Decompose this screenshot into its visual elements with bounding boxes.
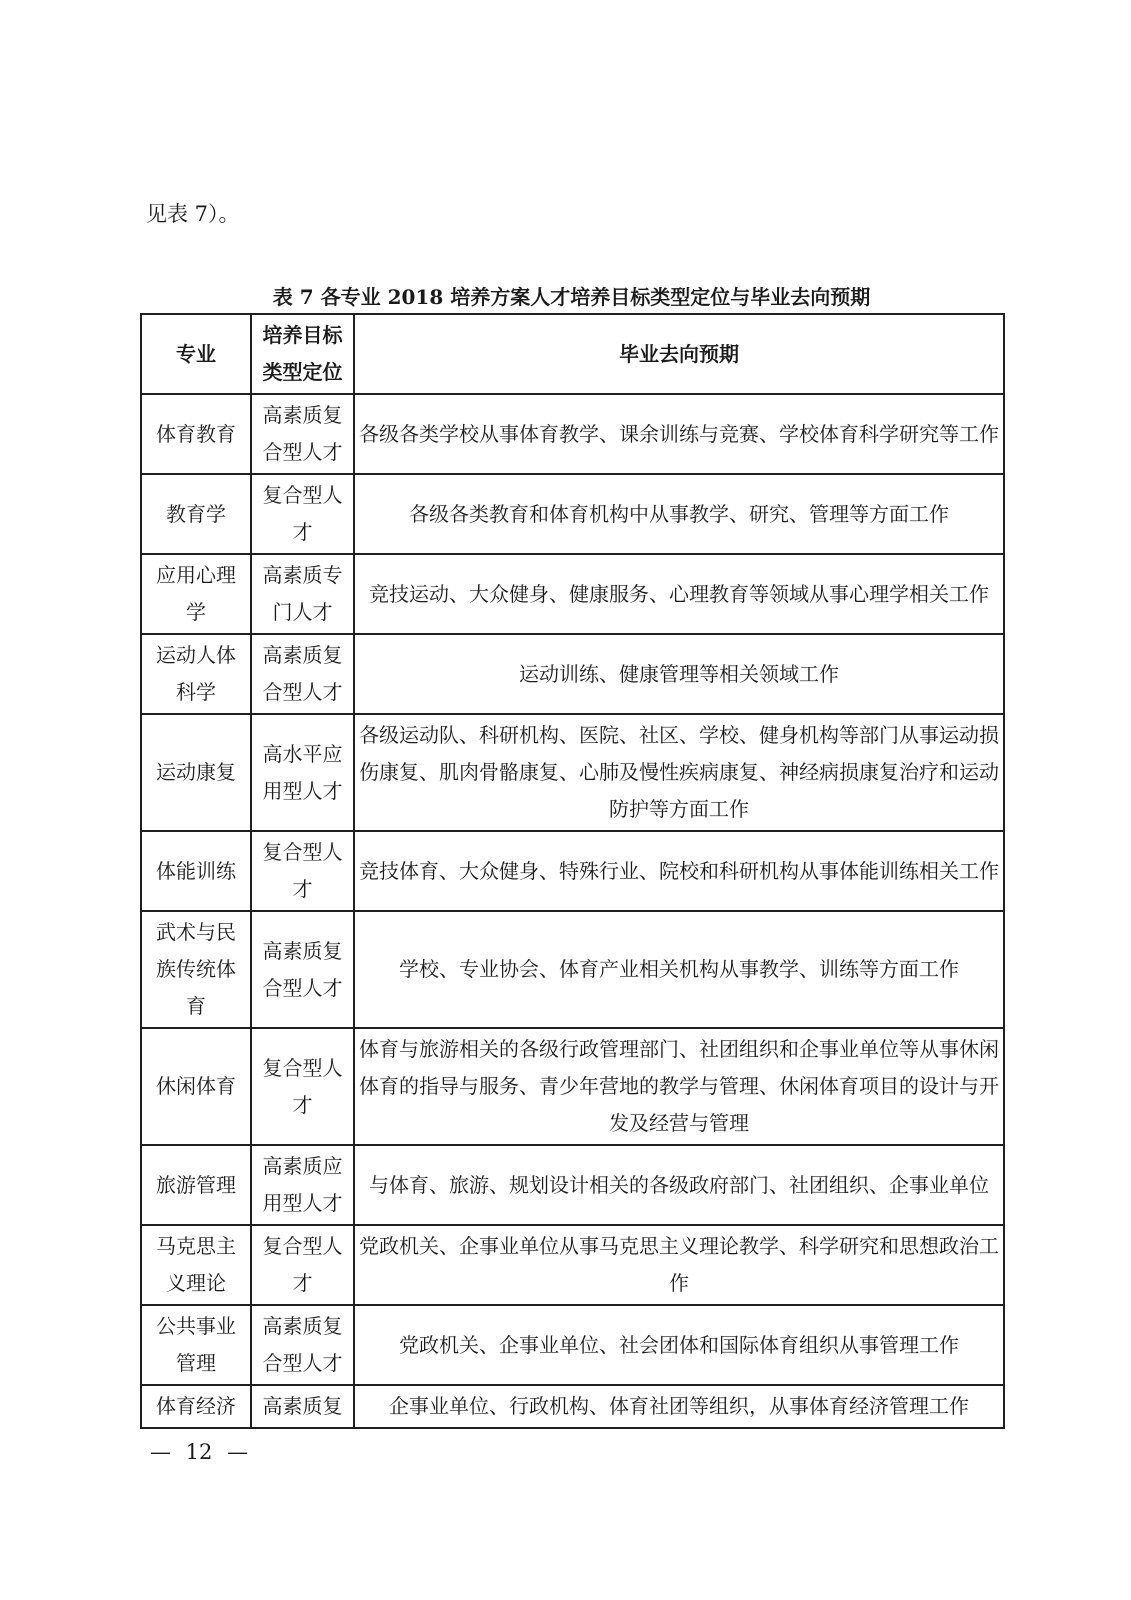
goal-type-cell: 高素质专门人才 <box>251 554 354 634</box>
goal-type-cell: 复合型人才 <box>251 1225 354 1305</box>
table-row <box>141 911 1004 1028</box>
goal-type-cell: 复合型人才 <box>251 1028 354 1145</box>
table-title: 表 7 各专业 2018 培养方案人才培养目标类型定位与毕业去向预期 <box>272 285 871 309</box>
header-row <box>141 314 1004 394</box>
major-cell: 马克思主义理论 <box>141 1225 251 1305</box>
destination-cell: 竞技运动、大众健身、健康服务、心理教育等领域从事心理学相关工作 <box>354 554 1004 634</box>
major-cell: 教育学 <box>141 474 251 554</box>
major-cell: 运动康复 <box>141 714 251 831</box>
table-row <box>141 1385 1004 1428</box>
majors-table <box>140 313 1005 1429</box>
table-row <box>141 831 1004 911</box>
intro-paragraph: 见表 7）。 <box>146 202 240 226</box>
table-row <box>141 1225 1004 1305</box>
page-number: — 12 — <box>150 1440 249 1464</box>
goal-type-cell: 高素质应用型人才 <box>251 1145 354 1225</box>
table-body <box>141 394 1004 1428</box>
table-row <box>141 1145 1004 1225</box>
destination-cell: 运动训练、健康管理等相关领域工作 <box>354 634 1004 714</box>
major-cell: 体能训练 <box>141 831 251 911</box>
table-row <box>141 554 1004 634</box>
goal-type-cell: 高素质复 <box>251 1385 354 1428</box>
major-cell: 体育教育 <box>141 394 251 474</box>
goal-type-cell: 高水平应用型人才 <box>251 714 354 831</box>
goal-type-cell: 高素质复合型人才 <box>251 634 354 714</box>
table-row <box>141 1305 1004 1385</box>
goal-type-cell: 高素质复合型人才 <box>251 394 354 474</box>
goal-type-cell: 高素质复合型人才 <box>251 911 354 1028</box>
table-row <box>141 474 1004 554</box>
goal-type-cell: 复合型人才 <box>251 831 354 911</box>
major-cell: 公共事业管理 <box>141 1305 251 1385</box>
destination-cell: 企事业单位、行政机构、体育社团等组织，从事体育经济管理工作 <box>354 1385 1004 1428</box>
destination-cell: 与体育、旅游、规划设计相关的各级政府部门、社团组织、企事业单位 <box>354 1145 1004 1225</box>
destination-cell: 各级各类学校从事体育教学、课余训练与竞赛、学校体育科学研究等工作 <box>354 394 1004 474</box>
destination-cell: 竞技体育、大众健身、特殊行业、院校和科研机构从事体能训练相关工作 <box>354 831 1004 911</box>
header-cell-major: 专业 <box>141 314 251 394</box>
destination-cell: 各级各类教育和体育机构中从事教学、研究、管理等方面工作 <box>354 474 1004 554</box>
header-cell-goal-type: 培养目标类型定位 <box>251 314 354 394</box>
destination-cell: 各级运动队、科研机构、医院、社区、学校、健身机构等部门从事运动损伤康复、肌肉骨骼康复、心肺及慢性疾病康复、神经病损康复治疗和运动防护等方面工作 <box>354 714 1004 831</box>
header-cell-destination: 毕业去向预期 <box>354 314 1004 394</box>
major-cell: 体育经济 <box>141 1385 251 1428</box>
major-cell: 应用心理学 <box>141 554 251 634</box>
major-cell: 武术与民族传统体育 <box>141 911 251 1028</box>
table-row <box>141 394 1004 474</box>
table-row <box>141 1028 1004 1145</box>
table-row <box>141 714 1004 831</box>
goal-type-cell: 复合型人才 <box>251 474 354 554</box>
destination-cell: 体育与旅游相关的各级行政管理部门、社团组织和企事业单位等从事休闲体育的指导与服务、青少年营地的教学与管理、休闲体育项目的设计与开发及经营与管理 <box>354 1028 1004 1145</box>
major-cell: 旅游管理 <box>141 1145 251 1225</box>
major-cell: 运动人体科学 <box>141 634 251 714</box>
goal-type-cell: 高素质复合型人才 <box>251 1305 354 1385</box>
destination-cell: 学校、专业协会、体育产业相关机构从事教学、训练等方面工作 <box>354 911 1004 1028</box>
destination-cell: 党政机关、企事业单位、社会团体和国际体育组织从事管理工作 <box>354 1305 1004 1385</box>
major-cell: 休闲体育 <box>141 1028 251 1145</box>
table-row <box>141 634 1004 714</box>
destination-cell: 党政机关、企事业单位从事马克思主义理论教学、科学研究和思想政治工作 <box>354 1225 1004 1305</box>
